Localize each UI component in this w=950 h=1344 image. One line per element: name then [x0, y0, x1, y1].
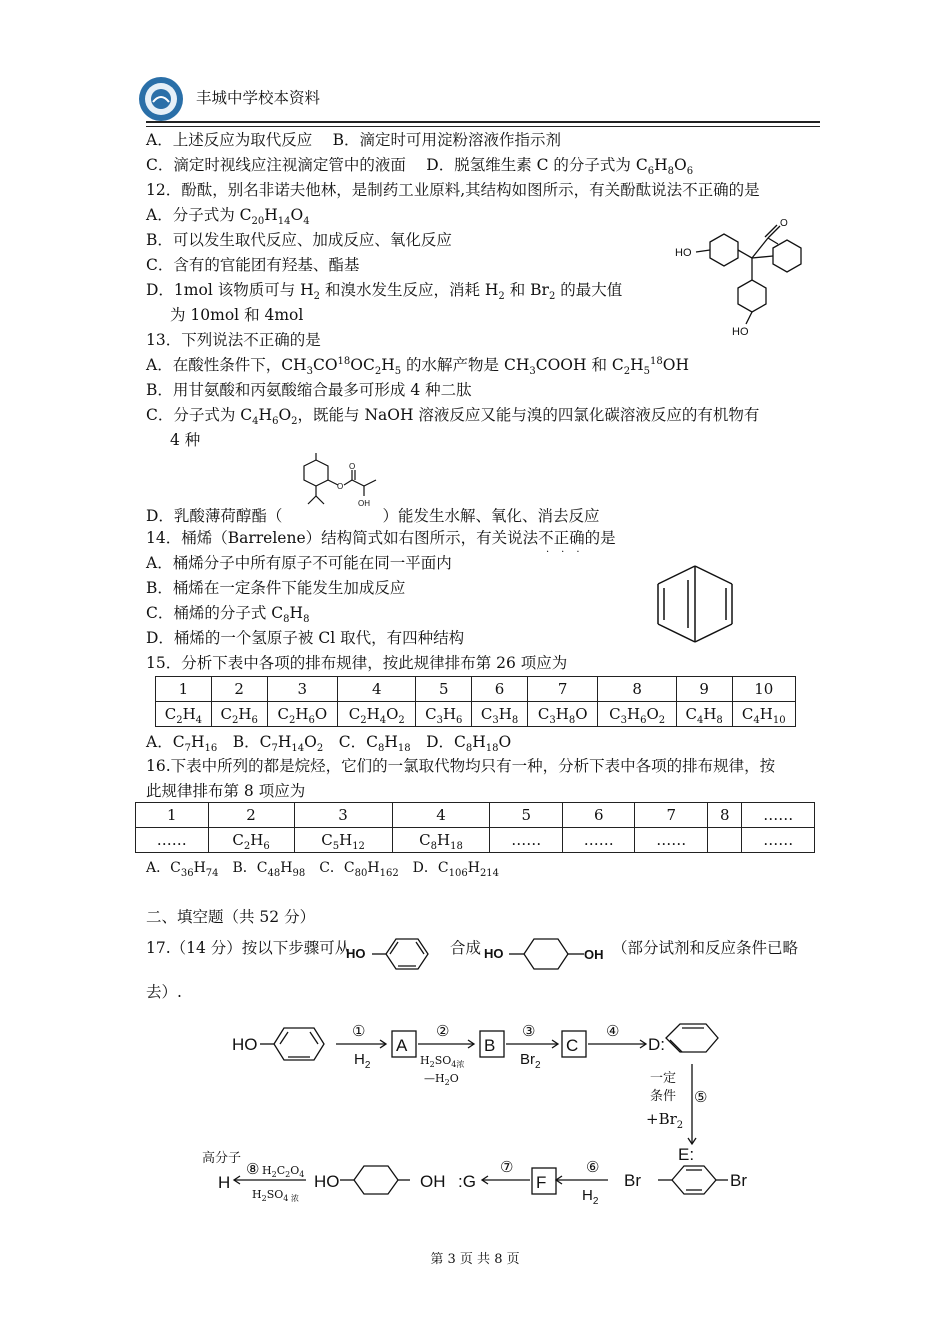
q11-options-ab: A．上述反应为取代反应 B．滴定时可用淀粉溶液作指示剂	[146, 131, 562, 149]
svg-text:HO: HO	[484, 946, 504, 961]
step-7: ⑦	[500, 1158, 514, 1176]
d-label: D:	[648, 1035, 665, 1054]
table-cell: $C_4H_8$	[676, 702, 732, 727]
table-cell: $C_3H_6$	[416, 702, 472, 727]
table-cell: 5	[416, 677, 472, 702]
cyclohexanediol-structure	[484, 932, 614, 972]
step-2: ②	[436, 1022, 450, 1040]
box-a-label: A	[396, 1036, 408, 1055]
phenolphthalein-structure	[670, 212, 820, 344]
q12-option-c: C．含有的官能团有羟基、酯基	[146, 256, 360, 274]
q17-stem-mid: 合成	[450, 939, 482, 957]
table-cell: 7	[635, 803, 708, 828]
q13-option-c-cont: 4 种	[170, 431, 201, 449]
school-logo	[138, 76, 184, 122]
cond5-line2: 条件	[650, 1088, 677, 1103]
q15-options: A．$C_7H_{16}$ B．$C_7H_{14}O_2$ C．$C_8H_{18}$ D．$C_8H_{18}O$	[146, 733, 512, 755]
svg-text:H2C2O4: $H_2C_2O_4$	[262, 1164, 305, 1179]
svg-text:HO: HO	[732, 326, 749, 338]
school-name: 丰城中学校本资料	[196, 89, 321, 107]
table-cell: $C_4H_{10}$	[732, 702, 795, 727]
h-label: H	[218, 1173, 231, 1192]
table-cell: 10	[732, 677, 795, 702]
q16-options: A．$C_{36}H_{74}$ B．$C_{48}H_{98}$ C．$C_{80}H_{162}$ D．$C_{106}H_{214}$	[146, 860, 500, 879]
table-cell: $C_3H_8$	[472, 702, 528, 727]
emphasis-dots: ···	[546, 547, 592, 558]
table-cell: 1	[156, 677, 212, 702]
table-cell: $C_2H_6O$	[267, 702, 338, 727]
svg-text:H2SO4 浓: $H_2SO_{4 浓}$	[252, 1188, 299, 1203]
e-label: E:	[678, 1145, 695, 1164]
table-cell: 5	[490, 803, 563, 828]
svg-text:OH: OH	[584, 947, 604, 962]
q15-table	[155, 676, 796, 727]
table-cell: 6	[562, 803, 635, 828]
header-rule	[146, 121, 820, 123]
table-cell: 1	[136, 803, 209, 828]
step-8: ⑧	[246, 1160, 260, 1178]
table-cell: 9	[676, 677, 732, 702]
q16-stem-cont: 此规律排布第 8 项应为	[146, 782, 306, 800]
q13-option-c: C．分子式为 $C_4H_6O_2$，既能与 NaOH 溶液反应又能与溴的四氯化碳溶液反应的有机物有	[146, 406, 760, 428]
table-cell: 8	[598, 677, 676, 702]
svg-text:Br2: $Br_2$	[520, 1051, 541, 1071]
table-cell: $C_3H_8O$	[527, 702, 598, 727]
q17-stem-start: 17.（14 分）按以下步骤可从	[146, 939, 351, 957]
q14-option-d: D．桶烯的一个氢原子被 Cl 取代，有四种结构	[146, 629, 465, 647]
q13-stem: 13．下列说法不正确的是	[146, 331, 321, 349]
g-label: :G	[458, 1172, 476, 1191]
table-cell: $C_2H_6$	[208, 828, 294, 853]
q12-stem: 12．酚酞，别名非诺夫他林，是制药工业原料,其结构如图所示，有关酚酞说法不正确的是	[146, 181, 760, 199]
table-cell: $C_2H_4$	[156, 702, 212, 727]
table-cell: $C_8H_{18}$	[392, 828, 490, 853]
water-loss: $—H_2O$	[424, 1072, 459, 1087]
q13-option-b: B．用甘氨酸和丙氨酸缩合最多可形成 4 种二肽	[146, 381, 472, 399]
table-cell: 3	[267, 677, 338, 702]
table-cell: ……	[742, 828, 815, 853]
scheme-ho: HO	[232, 1035, 258, 1054]
q12-option-d: D．1mol 该物质可与 $H_2$ 和溴水发生反应，消耗 $H_2$ 和 $Br_2$ 的最大值	[146, 281, 623, 303]
table-cell: ……	[635, 828, 708, 853]
q14-option-c: C．桶烯的分子式 $C_8H_8$	[146, 604, 310, 626]
polymer-label: 高分子	[202, 1150, 242, 1165]
q13-option-a: A．在酸性条件下，$CH_3CO^{18}OC_2H_5$ 的水解产物是 $CH_3COOH$ 和 $C_2H_5^{18}OH$	[146, 355, 689, 378]
table-cell: 2	[211, 677, 267, 702]
table-cell: 2	[208, 803, 294, 828]
step-5: ⑤	[694, 1088, 708, 1106]
q12-option-d-cont: 为 10mol 和 4mol	[170, 306, 304, 324]
table-cell: $C_2H_6$	[211, 702, 267, 727]
q16-stem: 16.下表中所列的都是烷烃，它们的一氯取代物均只有一种，分析下表中各项的排布规律，按	[146, 757, 776, 775]
table-cell: $C_2H_4O_2$	[338, 702, 416, 727]
box-b-label: B	[484, 1036, 496, 1055]
table-cell: ……	[490, 828, 563, 853]
q14-option-b: B．桶烯在一定条件下能发生加成反应	[146, 579, 406, 597]
q14-stem: 14．桶烯（Barrelene）结构简式如右图所示，有关说法不正确的是	[146, 529, 616, 547]
q17-stem-end: （部分试剂和反应条件已略	[612, 939, 799, 957]
table-cell: 6	[472, 677, 528, 702]
q11-options-cd: C．滴定时视线应注视滴定管中的液面 D．脱氢维生素 C 的分子式为 $C_6H_8O_6$	[146, 156, 694, 178]
br-right: Br	[730, 1171, 747, 1190]
table-cell: ……	[562, 828, 635, 853]
phenol-structure	[346, 932, 436, 972]
table-cell: ……	[742, 803, 815, 828]
table-cell: 3	[294, 803, 392, 828]
table-cell: $C_3H_6O_2$	[598, 702, 676, 727]
barrelene-structure	[650, 560, 740, 648]
box-c-label: C	[566, 1036, 579, 1055]
table-cell: 8	[707, 803, 741, 828]
scheme-oh: OH	[420, 1172, 446, 1191]
table-cell: 4	[338, 677, 416, 702]
table-row	[156, 702, 796, 727]
table-cell: 7	[527, 677, 598, 702]
table-row	[136, 803, 815, 828]
step-4: ④	[606, 1022, 620, 1040]
q15-stem: 15．分析下表中各项的排布规律，按此规律排布第 26 项应为	[146, 654, 568, 672]
q12-option-a: A．分子式为 $C_{20}H_{14}O_4$	[146, 206, 310, 228]
reaction-scheme	[196, 1012, 756, 1212]
scheme-ho-2: HO	[314, 1172, 340, 1191]
q16-table	[135, 802, 815, 853]
table-row	[136, 828, 815, 853]
step-1: ①	[352, 1022, 366, 1040]
cond5-line1: 一定	[650, 1070, 677, 1085]
svg-text:H2: $H_2$	[582, 1187, 599, 1207]
br-left: Br	[624, 1171, 641, 1190]
svg-text:O: O	[349, 462, 356, 471]
q17-stem-cont: 去）.	[146, 983, 182, 1001]
svg-text:HO: HO	[675, 247, 692, 259]
q14-option-a: A．桶烯分子中所有原子不可能在同一平面内	[146, 554, 452, 572]
step-3: ③	[522, 1022, 536, 1040]
page-footer: 第 3 页 共 8 页	[430, 1252, 520, 1267]
table-row	[156, 677, 796, 702]
table-cell	[707, 828, 741, 853]
q13-option-d: D．乳酸薄荷醇酯（ ）能发生水解、氧化、消去反应	[146, 507, 600, 525]
table-cell: 4	[392, 803, 490, 828]
header-rule-thin	[146, 126, 820, 127]
q12-option-b: B．可以发生取代反应、加成反应、氧化反应	[146, 231, 452, 249]
table-cell: ……	[136, 828, 209, 853]
box-f-label: F	[536, 1173, 547, 1192]
step-6: ⑥	[586, 1158, 600, 1176]
table-cell: $C_5H_{12}$	[294, 828, 392, 853]
svg-text:HO: HO	[346, 946, 366, 961]
svg-text:OH: OH	[358, 499, 370, 508]
svg-text:H2SO4浓: $H_2SO_{4浓}$	[420, 1054, 465, 1069]
section-2-title: 二、填空题（共 52 分）	[146, 908, 316, 926]
svg-text:O: O	[337, 482, 344, 491]
svg-text:+Br2: $+Br_2$	[646, 1110, 684, 1131]
menthyl-lactate-structure	[290, 452, 394, 514]
svg-text:O: O	[780, 218, 788, 229]
svg-text:H2: $H_2$	[354, 1051, 371, 1071]
